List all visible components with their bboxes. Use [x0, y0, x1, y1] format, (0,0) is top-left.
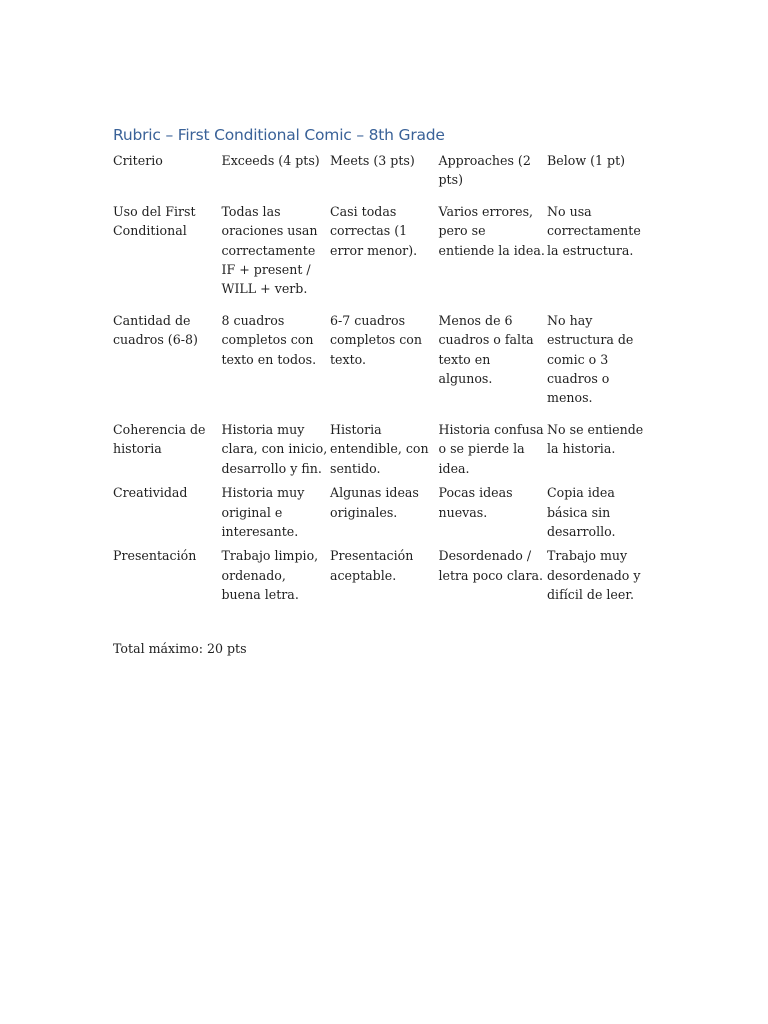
- header-below: Below (1 pt): [547, 153, 626, 168]
- table-row: [113, 420, 656, 483]
- header-meets: Meets (3 pts): [330, 153, 415, 168]
- meets-cell: Algunas ideas originales.: [330, 485, 419, 520]
- exceeds-cell: Todas las oraciones usan correctamente IF + present / WILL + verb.: [221, 203, 318, 297]
- below-cell: Copia idea básica sin desarrollo.: [547, 485, 616, 539]
- document-title: Rubric – First Conditional Comic – 8th Grade: [113, 126, 445, 144]
- approaches-cell: Pocas ideas nuevas.: [438, 485, 513, 520]
- approaches-cell: Menos de 6 cuadros o falta texto en algunos.: [438, 312, 534, 387]
- exceeds-cell: Trabajo limpio, ordenado, buena letra.: [221, 548, 319, 603]
- table-row: [113, 546, 656, 616]
- exceeds-cell: Historia muy clara, con inicio, desarrollo y fin.: [221, 421, 328, 476]
- rubric-table: [113, 151, 656, 617]
- table-header-row: [113, 151, 656, 202]
- criterion-cell: Uso del First Conditional: [113, 203, 196, 239]
- approaches-cell: Varios errores, pero se entiende la idea.: [438, 203, 545, 258]
- below-cell: No se entiende la historia.: [547, 421, 644, 457]
- header-approaches: Approaches (2 pts): [438, 153, 531, 188]
- meets-cell: Casi todas correctas (1 error menor).: [330, 203, 418, 258]
- document-page: [113, 124, 653, 658]
- meets-cell: Historia entendible, con sentido.: [330, 421, 429, 476]
- approaches-cell: Historia confusa o se pierde la idea.: [438, 421, 544, 476]
- criterion-cell: Creatividad: [113, 485, 188, 501]
- approaches-cell: Desordenado / letra poco clara.: [438, 548, 543, 583]
- below-cell: No usa correctamente la estructura.: [547, 203, 641, 258]
- exceeds-cell: 8 cuadros completos con texto en todos.: [221, 312, 317, 367]
- header-criterio: Criterio: [113, 153, 163, 168]
- total-points: Total máximo: 20 pts: [113, 640, 247, 656]
- header-exceeds: Exceeds (4 pts): [221, 153, 320, 168]
- criterion-cell: Presentación: [113, 548, 197, 564]
- table-row: [113, 202, 656, 311]
- table-row: [113, 311, 656, 420]
- meets-cell: Presentación aceptable.: [330, 548, 414, 583]
- criterion-cell: Cantidad de cuadros (6-8): [113, 312, 198, 348]
- below-cell: Trabajo muy desordenado y difícil de leer.: [547, 548, 641, 603]
- below-cell: No hay estructura de comic o 3 cuadros o menos.: [547, 312, 634, 406]
- meets-cell: 6-7 cuadros completos con texto.: [330, 312, 422, 367]
- criterion-cell: Coherencia de historia: [113, 421, 206, 457]
- exceeds-cell: Historia muy original e interesante.: [221, 485, 305, 539]
- table-row: [113, 483, 656, 546]
